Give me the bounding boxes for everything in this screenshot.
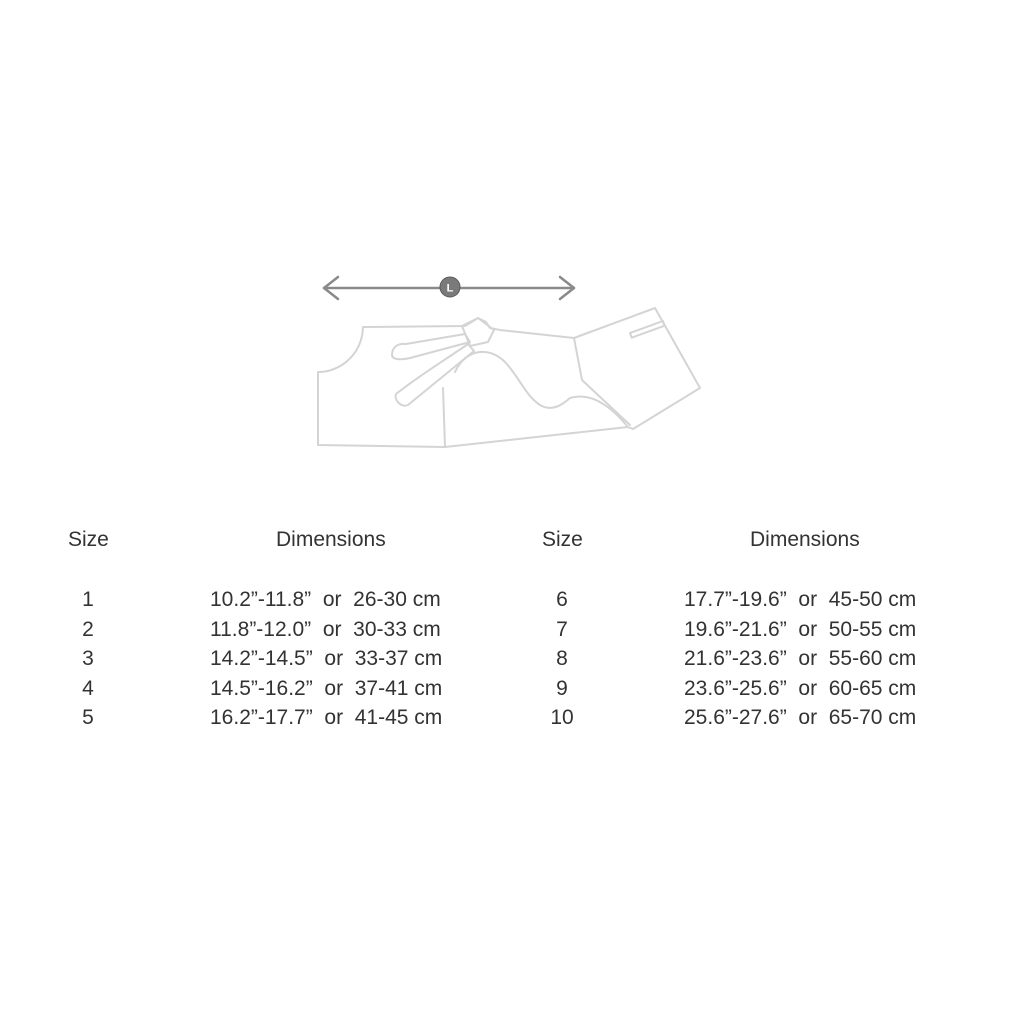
size-cell: 10 [550, 706, 574, 729]
table-header [534, 522, 974, 558]
size-table-right [534, 522, 974, 729]
dimensions-cell: 25.6”-27.6” or 65-70 cm [684, 706, 917, 729]
table-row [534, 675, 974, 705]
size-cell: 3 [82, 647, 94, 670]
size-cell: 1 [82, 588, 94, 611]
length-badge-label: L [446, 282, 454, 295]
table-row [60, 616, 500, 646]
table-row [60, 675, 500, 705]
size-cell: 9 [556, 676, 568, 700]
table-row [534, 586, 974, 616]
size-cell: 5 [82, 706, 94, 729]
dimensions-cell: 14.2”-14.5” or 33-37 cm [210, 647, 443, 670]
dimensions-cell: 19.6”-21.6” or 50-55 cm [684, 617, 917, 641]
dimensions-cell: 23.6”-25.6” or 60-65 cm [684, 676, 917, 700]
dimensions-column-header: Dimensions [750, 528, 860, 551]
length-badge [440, 277, 460, 297]
size-cell: 8 [556, 647, 568, 670]
table-row [534, 645, 974, 675]
size-cell: 4 [82, 676, 94, 700]
table-row [534, 704, 974, 734]
table-row [534, 616, 974, 646]
size-column-header: Size [542, 528, 583, 551]
dimensions-column-header: Dimensions [276, 528, 386, 551]
garment-diagram [300, 255, 720, 465]
size-cell: 7 [556, 617, 568, 641]
dimensions-cell: 17.7”-19.6” or 45-50 cm [684, 588, 917, 611]
table-row [60, 645, 500, 675]
dimensions-cell: 14.5”-16.2” or 37-41 cm [210, 676, 443, 700]
garment-outline [318, 308, 700, 447]
size-column-header: Size [68, 528, 109, 551]
dimensions-cell: 10.2”-11.8” or 26-30 cm [210, 588, 441, 611]
dimensions-cell: 16.2”-17.7” or 41-45 cm [210, 706, 443, 729]
size-table-left [60, 522, 500, 729]
table-row [60, 704, 500, 734]
table-header [60, 522, 500, 558]
dimensions-cell: 11.8”-12.0” or 30-33 cm [210, 617, 441, 641]
size-cell: 2 [82, 617, 94, 641]
dimensions-cell: 21.6”-23.6” or 55-60 cm [684, 647, 917, 670]
table-row [60, 586, 500, 616]
size-cell: 6 [556, 588, 568, 611]
